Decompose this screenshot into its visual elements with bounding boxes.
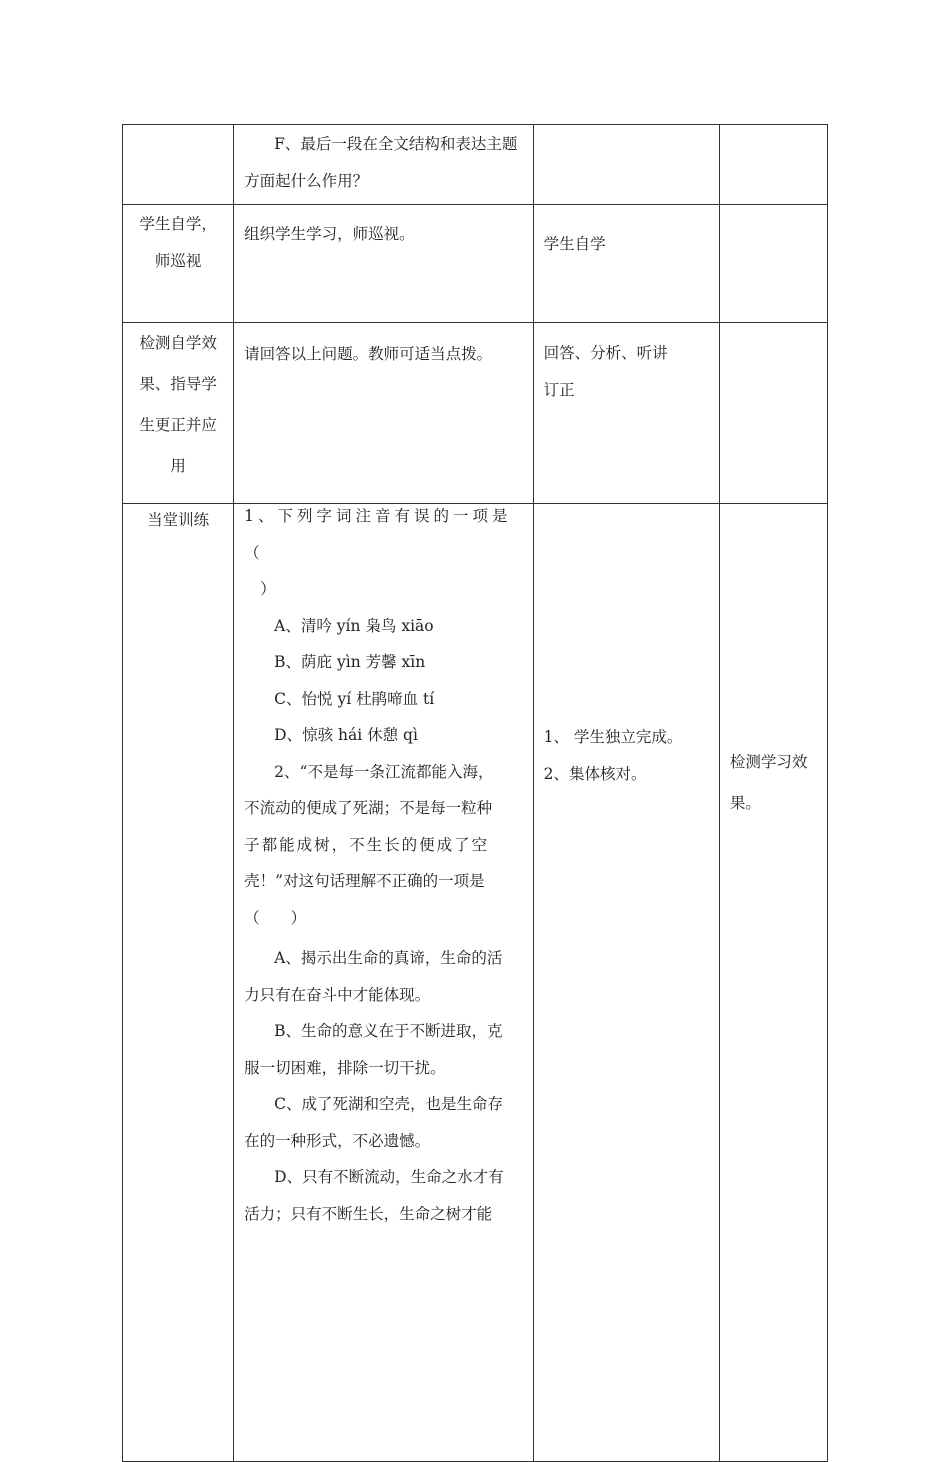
row4-col4 [719,504,827,1462]
row2-col1-line1: 学生自学， [139,215,217,233]
q2-stem-line3: 子都能成树，不生长的便成了空 [244,835,490,854]
q1-stem-line2: ） [260,580,276,598]
row4-col1 [123,504,234,1462]
q1-option-b: B、荫庇 yìn 芳馨 xīn [274,653,426,671]
q2-stem-line1: 2、“不是每一条江流都能入海， [274,762,494,781]
row2-col2 [234,205,533,323]
q1-option-c: C、怡悦 yí 杜鹃啼血 tí [274,689,435,708]
q1-stem-line1: 1、下列字词注音有误的一项是（ [244,507,512,562]
row2-col2-text: 组织学生学习，师巡视。 [244,225,415,243]
row1-col1 [123,125,234,205]
row3-col3-line2: 订正 [543,381,575,399]
row4-col3 [533,504,719,1462]
row2-col1-line2: 师巡视 [154,252,202,270]
row3-col1-line4: 用 [170,457,186,475]
lesson-plan-table [122,124,828,1462]
row2-col3 [533,205,719,323]
row4-col4-line2: 果。 [729,794,761,812]
row3-col2 [234,323,533,504]
row1-col2-line2: 方面起什么作用？ [244,171,369,190]
q2-option-b-line2: 服一切困难，排除一切干扰。 [244,1058,446,1077]
row3-col3-line1: 回答、分析、听讲 [543,344,668,362]
row1-col2 [234,125,533,205]
row4-col2 [234,504,533,1462]
row1-col2-line1: F、最后一段在全文结构和表达主题 [274,135,518,153]
table-row [123,205,828,323]
q1-option-d: D、惊骇 hái 休憩 qì [274,726,418,744]
row2-col4 [719,205,827,323]
row3-col1 [123,323,234,504]
row4-col1-text: 当堂训练 [147,511,210,529]
q1-option-a: A、清吟 yín 枭鸟 xiāo [274,616,434,635]
row3-col4 [719,323,827,504]
q2-option-c-line1: C、成了死湖和空壳，也是生命存 [274,1095,504,1113]
row4-col4-line1: 检测学习效 [729,753,808,771]
table-row [123,125,828,205]
q2-option-d-line2: 活力；只有不断生长，生命之树才能 [244,1204,493,1223]
q2-option-a-line1: A、揭示出生命的真谛，生命的活 [274,949,503,967]
row2-col1 [123,205,234,323]
q2-stem-line2: 不流动的便成了死湖；不是每一粒种 [244,799,493,817]
q2-stem-line5: （ ） [244,908,307,927]
row1-col4 [719,125,827,205]
row2-col3-text: 学生自学 [543,235,606,253]
row3-col1-line2: 果、指导学 [139,375,217,393]
q2-option-d-line1: D、只有不断流动，生命之水才有 [274,1168,504,1186]
q2-stem-line4: 壳！”对这句话理解不正确的一项是 [244,872,485,890]
row3-col1-line1: 检测自学效 [139,334,217,352]
row1-col3 [533,125,719,205]
row4-col3-line1: 1、 学生独立完成。 [543,728,683,746]
q2-option-c-line2: 在的一种形式，不必遗憾。 [244,1131,431,1150]
row3-col1-line3: 生更正并应 [139,416,217,434]
table-row [123,323,828,504]
table-row [123,504,828,1462]
q2-option-a-line2: 力只有在奋斗中才能体现。 [244,985,431,1004]
row3-col3 [533,323,719,504]
row3-col2-text: 请回答以上问题。教师可适当点拨。 [244,345,493,363]
q2-option-b-line1: B、生命的意义在于不断进取，克 [274,1022,503,1040]
row4-col3-line2: 2、集体核对。 [543,764,647,783]
